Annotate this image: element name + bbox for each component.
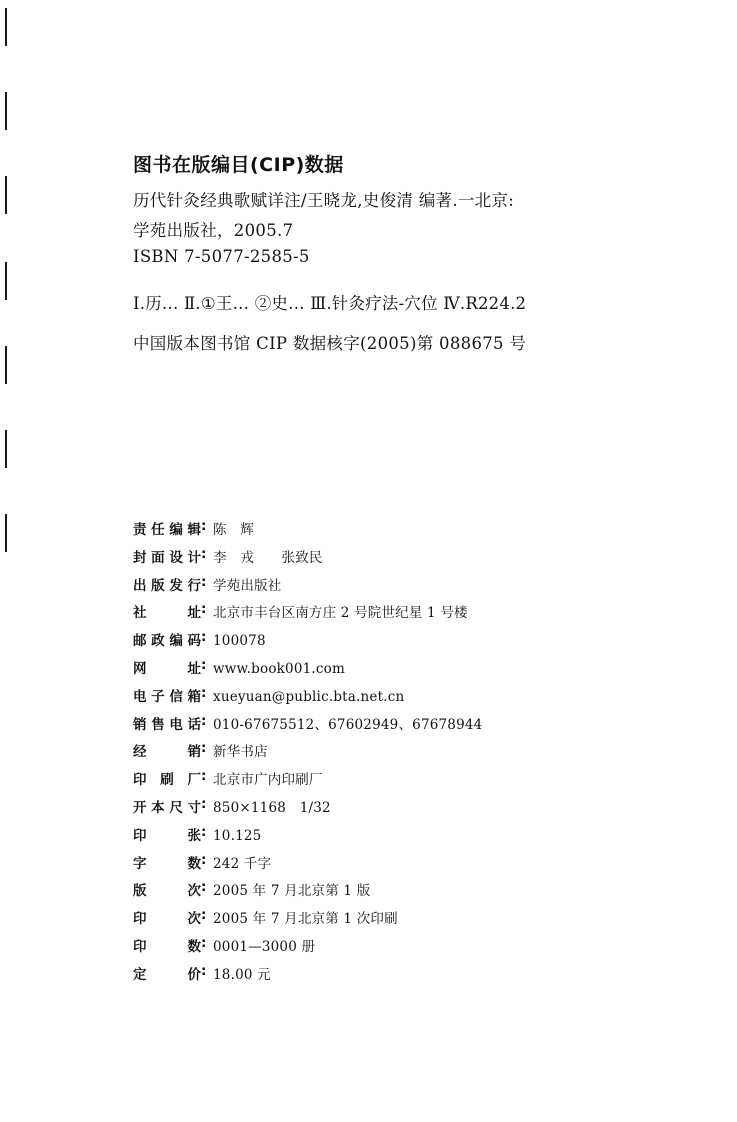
spec-colon: :: [201, 740, 207, 757]
spec-row-printer: [133, 768, 723, 796]
spec-row-printing: [133, 907, 723, 935]
spec-colon: :: [201, 684, 207, 701]
spec-label: 印数: [133, 938, 201, 955]
spec-colon: :: [201, 851, 207, 868]
spec-label: 电子信箱: [133, 688, 201, 705]
cip-title-line: 历代针灸经典歌赋详注/王晓龙,史俊清 编著.一北京:: [133, 191, 515, 210]
margin-mark: [5, 8, 7, 46]
spec-value: 2005 年 7 月北京第 1 版: [213, 883, 371, 900]
cip-isbn-line: ISBN 7-5077-2585-5: [133, 247, 310, 266]
spec-value: 北京市广内印刷厂: [213, 772, 323, 789]
spec-label: 定价: [133, 966, 201, 983]
spec-label: 印次: [133, 911, 201, 928]
publication-spec-list: [133, 518, 723, 991]
margin-mark: [5, 514, 7, 552]
spec-colon: :: [201, 656, 207, 673]
margin-mark: [5, 346, 7, 384]
spec-label: 字数: [133, 855, 201, 872]
margin-mark: [5, 430, 7, 468]
margin-mark: [5, 262, 7, 300]
spec-value: 10.125: [213, 827, 262, 844]
spec-row-editor: [133, 518, 723, 546]
spec-label: 经销: [133, 744, 201, 761]
spec-row-sheets: [133, 824, 723, 852]
spec-value: 010-67675512、67602949、67678944: [213, 716, 483, 733]
margin-mark: [5, 176, 7, 214]
spec-value: 学苑出版社: [213, 577, 282, 594]
margin-mark: [5, 92, 7, 130]
spec-label: 开本尺寸: [133, 799, 201, 816]
spec-label: 印刷厂: [133, 772, 201, 789]
cip-classification-line: Ⅰ.历… Ⅱ.①王… ②史… Ⅲ.针灸疗法-穴位 Ⅳ.R224.2: [133, 294, 527, 313]
spec-row-email: [133, 685, 723, 713]
spec-row-format: [133, 796, 723, 824]
spec-label: 版次: [133, 883, 201, 900]
spec-row-publisher: [133, 574, 723, 602]
spec-row-distributor: [133, 740, 723, 768]
spec-colon: :: [201, 573, 207, 590]
spec-value: 100078: [213, 633, 266, 650]
spec-label: 封面设计: [133, 549, 201, 566]
spec-row-postcode: [133, 629, 723, 657]
spec-colon: :: [201, 962, 207, 979]
spec-value: 北京市丰台区南方庄 2 号院世纪星 1 号楼: [213, 605, 468, 622]
spec-colon: :: [201, 629, 207, 646]
spec-colon: :: [201, 795, 207, 812]
spec-value: 新华书店: [213, 744, 268, 761]
spec-value: 陈 辉: [213, 522, 255, 538]
spec-label: 出版发行: [133, 577, 201, 594]
spec-colon: :: [201, 712, 207, 729]
spec-row-sales-phone: [133, 713, 723, 741]
spec-colon: :: [201, 879, 207, 896]
spec-colon: :: [201, 518, 207, 534]
spec-row-address: [133, 601, 723, 629]
spec-colon: :: [201, 601, 207, 618]
spec-value: 李 戎 张致民: [213, 549, 323, 566]
spec-colon: :: [201, 823, 207, 840]
spec-colon: :: [201, 768, 207, 785]
spec-row-price: [133, 963, 723, 991]
spec-label: 网址: [133, 660, 201, 677]
spec-value: 18.00 元: [213, 966, 271, 983]
cip-publisher-line: 学苑出版社，2005.7: [133, 221, 294, 240]
spec-row-edition: [133, 879, 723, 907]
spec-row-word-count: [133, 852, 723, 880]
spec-label: 销售电话: [133, 716, 201, 733]
cip-record-number-line: 中国版本图书馆 CIP 数据核字(2005)第 088675 号: [133, 334, 527, 353]
spec-colon: :: [201, 545, 207, 562]
spec-label: 印张: [133, 827, 201, 844]
spec-colon: :: [201, 907, 207, 924]
spec-row-website: [133, 657, 723, 685]
spec-value: xueyuan@public.bta.net.cn: [213, 688, 405, 705]
spec-label: 责任编辑: [133, 522, 201, 538]
spec-value: www.book001.com: [213, 660, 345, 677]
cip-heading: 图书在版编目(CIP)数据: [133, 154, 344, 176]
spec-value: 2005 年 7 月北京第 1 次印刷: [213, 911, 398, 928]
spec-label: 社址: [133, 605, 201, 622]
spec-row-print-run: [133, 935, 723, 963]
spec-value: 850×1168 1/32: [213, 799, 331, 816]
spec-value: 0001—3000 册: [213, 938, 316, 955]
spec-row-cover-design: [133, 546, 723, 574]
spec-colon: :: [201, 934, 207, 951]
spec-value: 242 千字: [213, 855, 272, 872]
spec-label: 邮政编码: [133, 633, 201, 650]
